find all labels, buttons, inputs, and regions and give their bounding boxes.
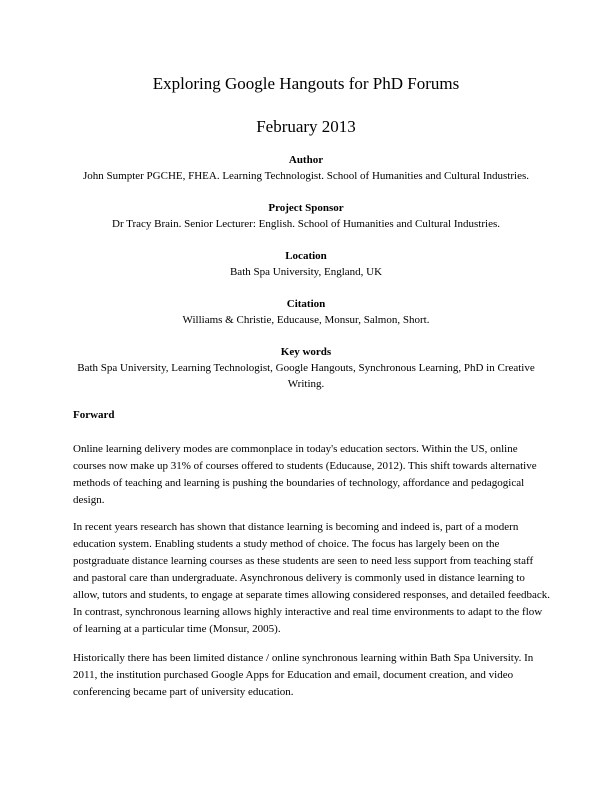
author-block <box>66 152 546 184</box>
location-block <box>66 248 546 280</box>
forward-paragraph: In recent years research has shown that distance learning is becoming and indeed is, part of a modern education system. Enabling students a study method of choice. The focus has largely been on the postgraduate distance learning courses as these students are seen to need less support from teaching staff and pastoral care than undergraduate. Asynchronous delivery is commonly used in distance learning to allow, tutors and students, to engage at separate times allowing considered responses, and detailed feedback. In contrast, synchronous learning allows highly interactive and real time environments to adapt to the flow of learning at a particular time (Monsur, 2005). <box>73 521 551 635</box>
forward-paragraph: Historically there has been limited distance / online synchronous learning within Bath Spa University. In 2011, the institution purchased Google Apps for Education and email, document creation, and video conferencing became part of university education. <box>73 652 534 698</box>
citation-value: Williams & Christie, Educause, Monsur, Salmon, Short. <box>182 314 430 326</box>
forward-paragraph: Online learning delivery modes are commonplace in today's education sectors. Within the US, online courses now make up 31% of courses offered to students (Educause, 2012). This shift towards alternative methods of teaching and learning is pushing the boundaries of technology, affordance and pedagogical design. <box>73 443 537 506</box>
citation-block <box>66 296 546 328</box>
keywords-heading: Key words <box>280 346 332 358</box>
sponsor-heading: Project Sponsor <box>268 202 344 214</box>
sponsor-block <box>66 200 546 232</box>
citation-heading: Citation <box>286 298 326 310</box>
forward-heading: Forward <box>73 409 115 421</box>
document-date: February 2013 <box>256 117 356 136</box>
author-heading: Author <box>288 154 324 166</box>
sponsor-value: Dr Tracy Brain. Senior Lecturer: English. School of Humanities and Cultural Industries. <box>112 218 500 230</box>
keywords-value: Bath Spa University, Learning Technologist, Google Hangouts, Synchronous Learning, PhD in Creative Writing. <box>77 362 535 390</box>
keywords-block <box>70 344 542 392</box>
document-title: Exploring Google Hangouts for PhD Forums <box>152 74 460 93</box>
location-heading: Location <box>285 250 327 262</box>
location-value: Bath Spa University, England, UK <box>229 266 383 278</box>
author-value: John Sumpter PGCHE, FHEA. Learning Technologist. School of Humanities and Cultural Industries. <box>82 170 529 182</box>
